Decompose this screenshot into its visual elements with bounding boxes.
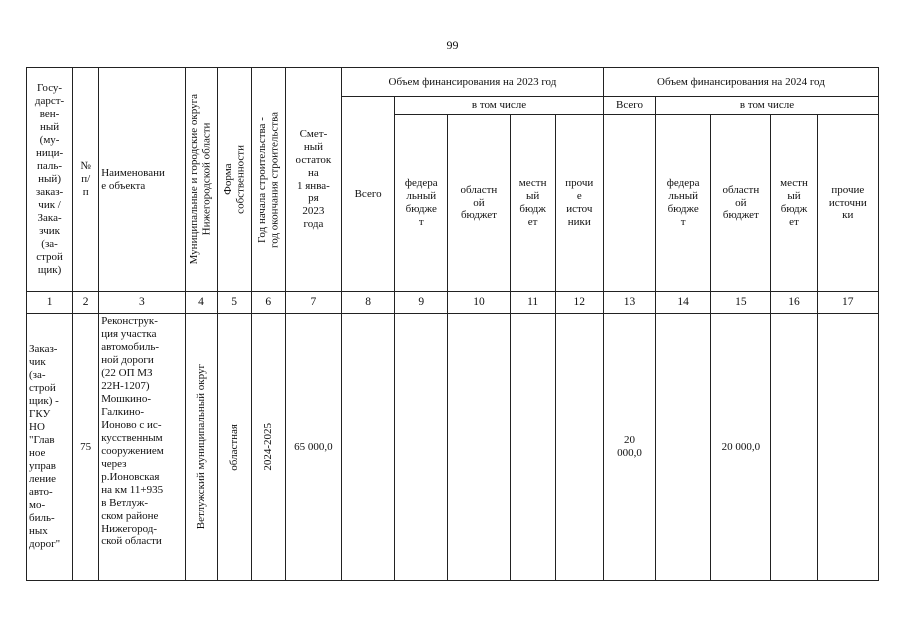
column-number: 15 bbox=[711, 292, 771, 314]
column-number: 1 bbox=[27, 292, 73, 314]
row-total-2023 bbox=[342, 314, 395, 581]
column-number: 11 bbox=[510, 292, 555, 314]
header-other-2024: прочие источни ки bbox=[817, 115, 878, 292]
header-including-2023: в том числе bbox=[395, 97, 604, 115]
header-regional-2024: областн ой бюджет bbox=[711, 115, 771, 292]
row-regional-2023 bbox=[448, 314, 510, 581]
column-number: 13 bbox=[603, 292, 655, 314]
row-years bbox=[251, 314, 285, 581]
row-local-2023 bbox=[510, 314, 555, 581]
header-ownership-text: Форма собственности bbox=[221, 145, 247, 214]
table-row bbox=[27, 314, 879, 581]
header-other-2023: прочи е источ ники bbox=[555, 115, 603, 292]
row-federal-2024 bbox=[656, 314, 711, 581]
financing-table bbox=[26, 67, 879, 581]
header-financing-2023: Объем финансирования на 2023 год bbox=[342, 68, 604, 97]
row-num: 75 bbox=[73, 314, 99, 581]
row-regional-2024: 20 000,0 bbox=[711, 314, 771, 581]
header-federal-2023: федера льный бюдже т bbox=[395, 115, 448, 292]
column-number: 3 bbox=[99, 292, 185, 314]
header-local-2024: местн ый бюдж ет bbox=[771, 115, 817, 292]
column-number: 4 bbox=[185, 292, 217, 314]
row-customer: Заказ- чик (за- строй щик) - ГКУ НО "Глав ное управ ление авто- мо- биль- ных дорог" bbox=[27, 314, 73, 581]
page-number: 99 bbox=[446, 38, 459, 52]
row-local-2024 bbox=[771, 314, 817, 581]
column-number: 16 bbox=[771, 292, 817, 314]
header-ownership bbox=[217, 68, 251, 292]
row-total-2024: 20 000,0 bbox=[603, 314, 655, 581]
row-other-2023 bbox=[555, 314, 603, 581]
header-regional-2023: областн ой бюджет bbox=[448, 115, 510, 292]
column-number: 10 bbox=[448, 292, 510, 314]
header-including-2024: в том числе bbox=[656, 97, 879, 115]
row-municipality bbox=[185, 314, 217, 581]
row-ownership-text: областная bbox=[227, 423, 240, 471]
header-total-2024-body bbox=[603, 115, 655, 292]
column-number: 5 bbox=[217, 292, 251, 314]
column-numbers-row bbox=[27, 292, 879, 314]
column-number: 9 bbox=[395, 292, 448, 314]
row-ownership bbox=[217, 314, 251, 581]
header-municipality-text: Муниципальные и городские округа Нижегородской области bbox=[188, 94, 214, 265]
header-municipality bbox=[185, 68, 217, 292]
row-object-name: Реконструк- ция участка автомобиль- ной дороги (22 ОП МЗ 22Н-1207) Мошкино- Галкино- Ионово с ис- кусственным сооружением через р.Ионовская на км 11+935 в Ветлуж- ском районе Нижегород- ской области bbox=[99, 314, 185, 581]
header-object-name: Наименовани е объекта bbox=[99, 68, 185, 292]
header-federal-2024: федера льный бюдже т bbox=[656, 115, 711, 292]
column-number: 7 bbox=[285, 292, 341, 314]
column-number: 14 bbox=[656, 292, 711, 314]
header-balance: Смет- ный остаток на 1 янва- ря 2023 года bbox=[285, 68, 341, 292]
column-number: 8 bbox=[342, 292, 395, 314]
row-municipality-text: Ветлужский муниципальный округ bbox=[194, 364, 207, 530]
header-years-text: Год начала строительства - год окончания строительства bbox=[255, 111, 281, 248]
header-num: № п/ п bbox=[73, 68, 99, 292]
header-total-2023: Всего bbox=[342, 97, 395, 292]
header-customer: Госу- дарст- вен- ный (му- ници- паль- ный) заказ- чик / Зака- зчик (за- строй щик) bbox=[27, 68, 73, 292]
header-total-2024: Всего bbox=[603, 97, 655, 115]
header-financing-2024: Объем финансирования на 2024 год bbox=[603, 68, 878, 97]
column-number: 2 bbox=[73, 292, 99, 314]
column-number: 6 bbox=[251, 292, 285, 314]
row-balance: 65 000,0 bbox=[285, 314, 341, 581]
header-years bbox=[251, 68, 285, 292]
row-years-text: 2024-2025 bbox=[261, 423, 274, 471]
row-other-2024 bbox=[817, 314, 878, 581]
column-number: 17 bbox=[817, 292, 878, 314]
header-local-2023: местн ый бюдж ет bbox=[510, 115, 555, 292]
column-number: 12 bbox=[555, 292, 603, 314]
row-federal-2023 bbox=[395, 314, 448, 581]
